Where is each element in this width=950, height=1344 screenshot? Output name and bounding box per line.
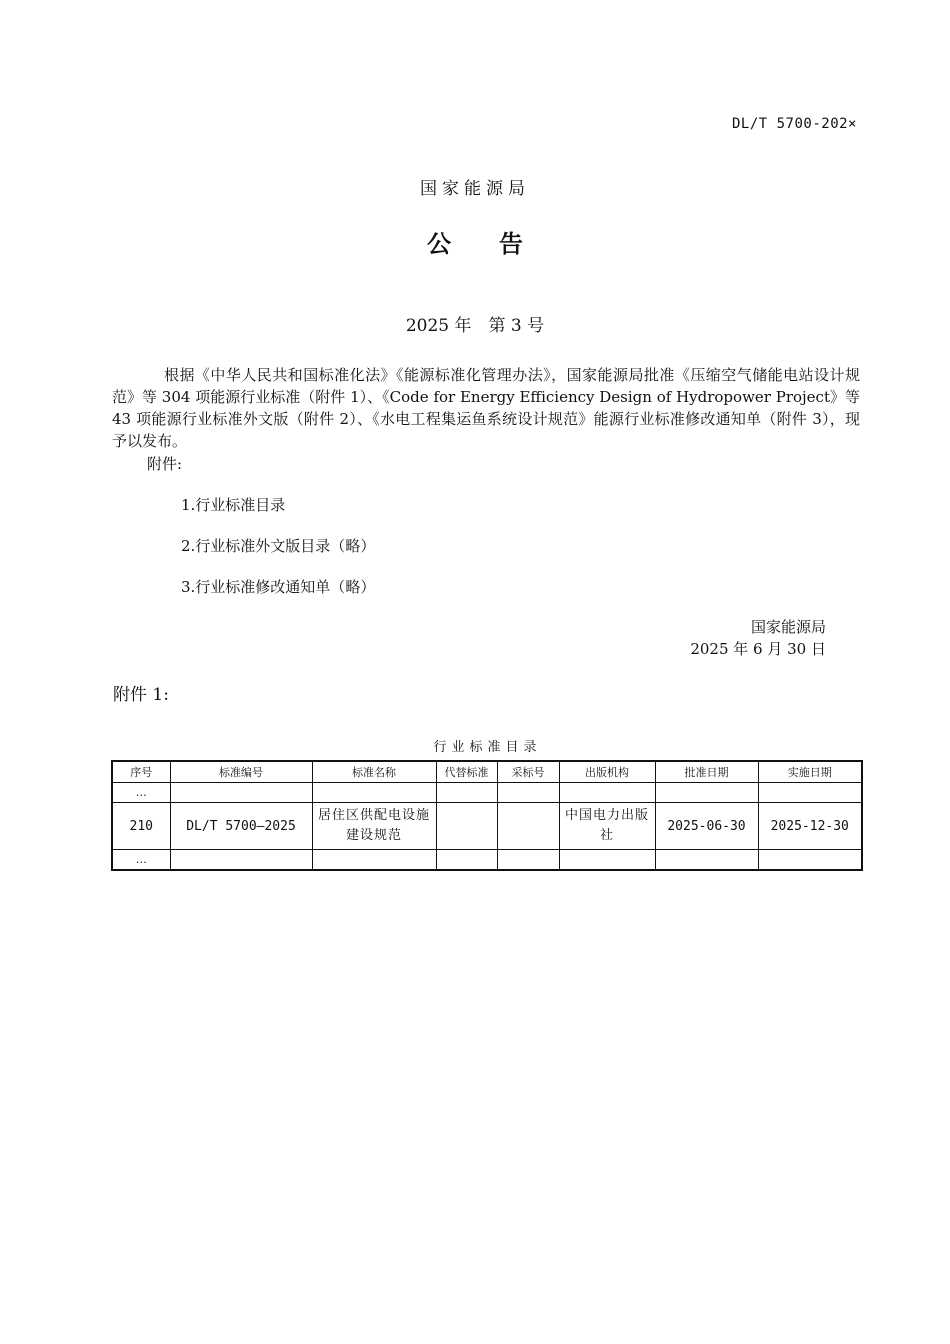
ellipsis-cell: …: [112, 783, 170, 803]
empty-cell: [655, 783, 758, 803]
empty-cell: [497, 783, 559, 803]
column-header: 实施日期: [758, 761, 862, 783]
table-header-row: [112, 761, 862, 783]
signature-date: 2025 年 6 月 30 日: [690, 640, 826, 658]
effective-date-cell: 2025-12-30: [758, 803, 862, 850]
empty-cell: [758, 850, 862, 871]
annex-label: 附件 1:: [113, 685, 169, 705]
ellipsis-cell: …: [112, 850, 170, 871]
empty-cell: [559, 783, 655, 803]
standard-name-cell: 居住区供配电设施建设规范: [312, 803, 436, 850]
publisher-cell: 中国电力出版社: [559, 803, 655, 850]
announcement-body: 根据《中华人民共和国标准化法》《能源标准化管理办法》，国家能源局批准《压缩空气储能电站设计规范》等 304 项能源行业标准（附件 1）、《Code for Energy Efficiency Design of Hydropower Project》等 43 项能源行业标准外文版（附件 2）、《水电工程集运鱼系统设计规范》能源行业标准修改通知单（附件 3），现予以发布。: [112, 366, 860, 450]
column-header: 出版机构: [559, 761, 655, 783]
empty-cell: [559, 850, 655, 871]
empty-cell: [436, 850, 497, 871]
title-char-1: 公: [427, 230, 451, 258]
column-header: 代替标准: [436, 761, 497, 783]
empty-cell: [758, 783, 862, 803]
announcement-title: [0, 224, 950, 259]
column-header: 标准编号: [170, 761, 312, 783]
empty-cell: [312, 783, 436, 803]
adoption-no-cell: [497, 803, 559, 850]
empty-cell: [170, 850, 312, 871]
empty-cell: [436, 783, 497, 803]
issuer-heading: 国家能源局: [420, 179, 530, 199]
attachment-item-1: 1.行业标准目录: [181, 496, 286, 514]
approval-date-cell: 2025-06-30: [655, 803, 758, 850]
empty-cell: [497, 850, 559, 871]
table-row-ellipsis: [112, 850, 862, 871]
standard-code-cell: DL/T 5700—2025: [170, 803, 312, 850]
column-header: 批准日期: [655, 761, 758, 783]
empty-cell: [312, 850, 436, 871]
title-char-2: 告: [499, 230, 523, 258]
attachment-item-3: 3.行业标准修改通知单（略）: [181, 578, 376, 596]
signature-organization: 国家能源局: [750, 618, 826, 636]
replaces-cell: [436, 803, 497, 850]
column-header: 标准名称: [312, 761, 436, 783]
table-row: [112, 803, 862, 850]
column-header: 序号: [112, 761, 170, 783]
attachment-item-2: 2.行业标准外文版目录（略）: [181, 537, 376, 555]
empty-cell: [655, 850, 758, 871]
standards-catalog-table: [111, 760, 863, 871]
document-code: DL/T 5700-202×: [731, 116, 857, 132]
table-title: 行业标准目录: [433, 740, 542, 755]
announcement-number: 2025 年 第 3 号: [405, 316, 545, 336]
seq-cell: 210: [112, 803, 170, 850]
attachments-label: 附件:: [147, 455, 183, 473]
table-row-ellipsis: [112, 783, 862, 803]
empty-cell: [170, 783, 312, 803]
column-header: 采标号: [497, 761, 559, 783]
